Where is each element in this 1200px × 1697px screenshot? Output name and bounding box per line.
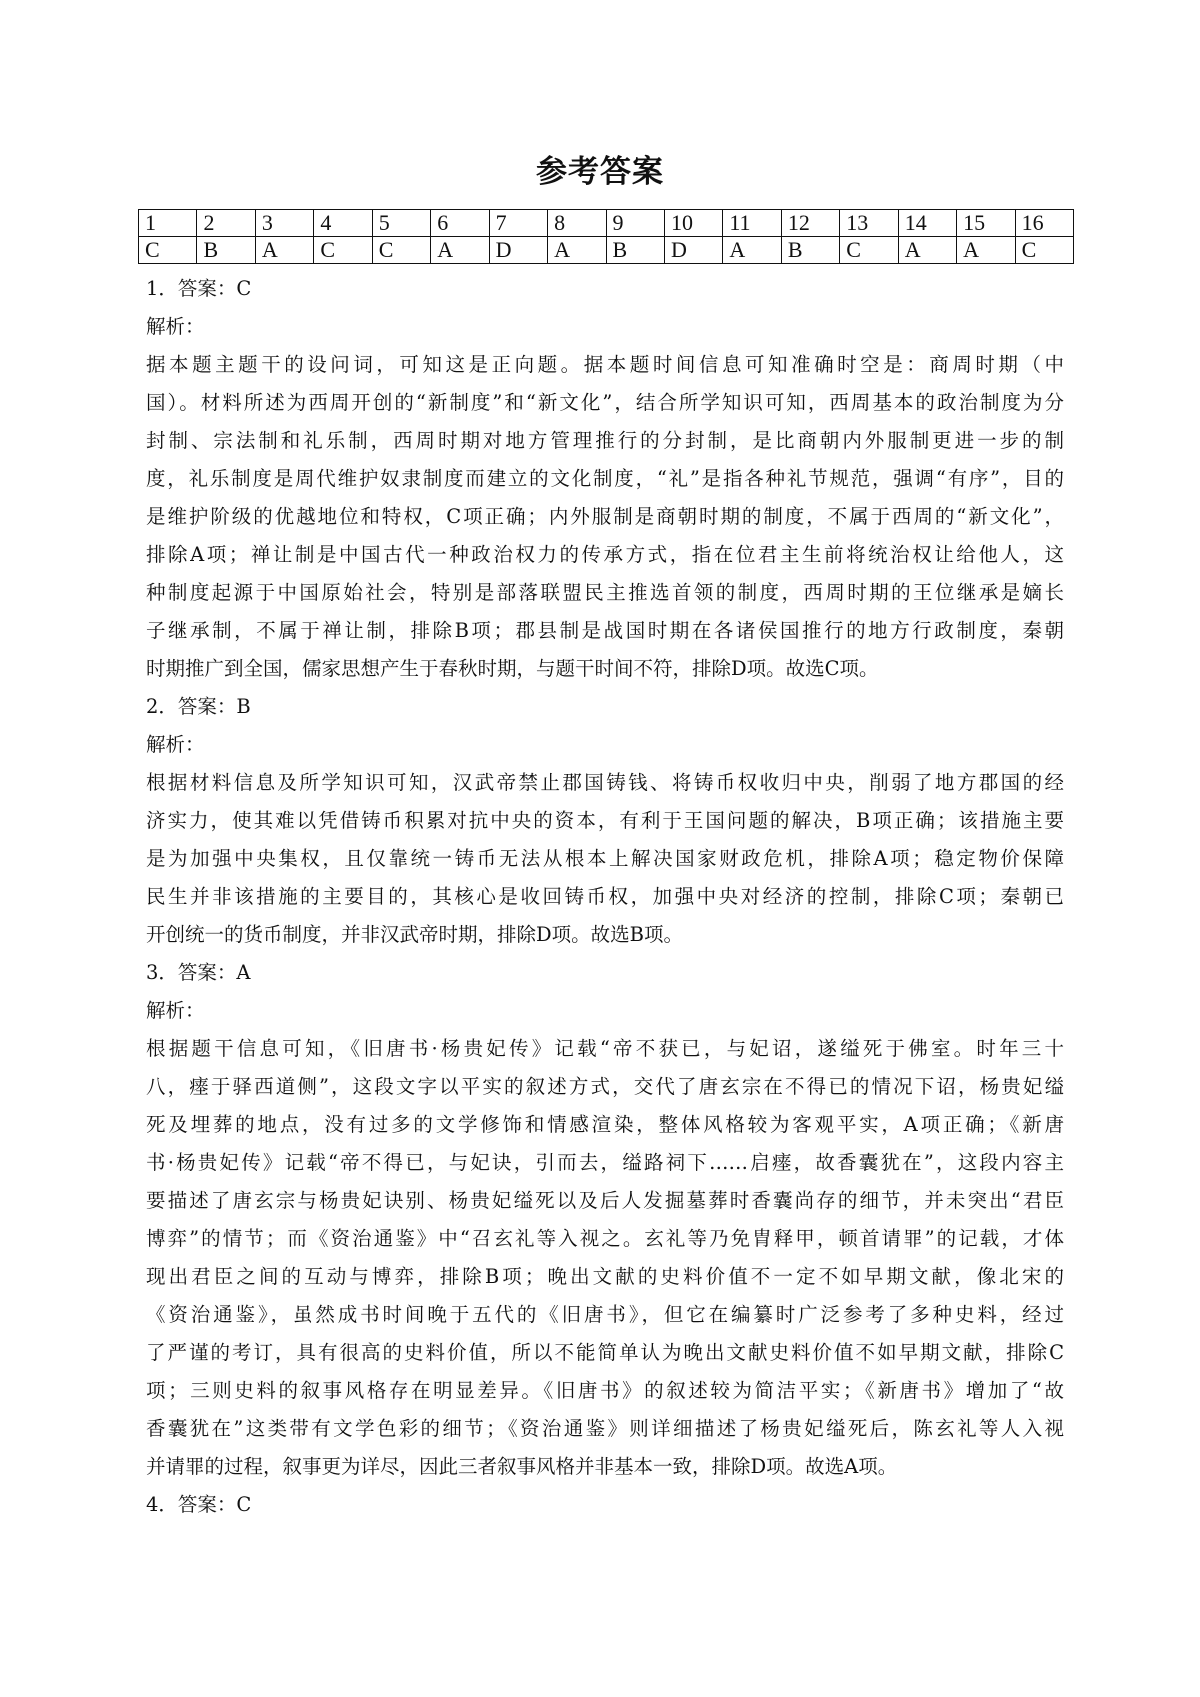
text-line: 国）。材料所述为西周开创的“新制度”和“新文化”，结合所学知识可知，西周基本的政治制度为分 bbox=[146, 391, 1064, 414]
question-number-cell: 13 bbox=[840, 210, 898, 237]
answer-letter-cell: B bbox=[606, 237, 664, 264]
text-line: 解析： bbox=[146, 999, 205, 1022]
text-line: 济实力，使其难以凭借铸币积累对抗中央的资本，有利于王国问题的解决，B项正确；该措施主要 bbox=[146, 809, 1064, 832]
text-line: 1．答案：C bbox=[146, 277, 252, 300]
text-line: 根据题干信息可知，《旧唐书·杨贵妃传》记载“帝不获已，与妃诏，遂缢死于佛室。时年三十 bbox=[146, 1037, 1064, 1060]
answer-letter-cell: A bbox=[723, 237, 781, 264]
answer-letter-cell: A bbox=[255, 237, 313, 264]
text-line: 是为加强中央集权，且仅靠统一铸币无法从根本上解决国家财政危机，排除A项；稳定物价保障 bbox=[146, 847, 1064, 870]
question-number-cell: 14 bbox=[898, 210, 956, 237]
question-number-cell: 15 bbox=[957, 210, 1015, 237]
answer-letter-cell: C bbox=[314, 237, 372, 264]
question-number-row bbox=[139, 210, 1074, 237]
text-line: 项；三则史料的叙事风格存在明显差异。《旧唐书》的叙述较为简洁平实；《新唐书》增加了“故 bbox=[146, 1379, 1064, 1402]
text-line: 香囊犹在”这类带有文学色彩的细节；《资治通鉴》则详细描述了杨贵妃缢死后，陈玄礼等人入视 bbox=[146, 1417, 1064, 1440]
text-line: 根据材料信息及所学知识可知，汉武帝禁止郡国铸钱、将铸币权收归中央，削弱了地方郡国的经 bbox=[146, 771, 1064, 794]
question-number-cell: 4 bbox=[314, 210, 372, 237]
text-line: 了严谨的考订，具有很高的史料价值，所以不能简单认为晚出文献史料价值不如早期文献，排除C bbox=[146, 1341, 1064, 1364]
text-line: 3．答案：A bbox=[146, 961, 251, 984]
question-number-cell: 11 bbox=[723, 210, 781, 237]
text-line: 度，礼乐制度是周代维护奴隶制度而建立的文化制度，“礼”是指各种礼节规范，强调“有序”，目的 bbox=[146, 467, 1064, 490]
answer-letter-cell: C bbox=[1015, 237, 1073, 264]
text-line: 要描述了唐玄宗与杨贵妃诀别、杨贵妃缢死以及后人发掘墓葬时香囊尚存的细节，并未突出“君臣 bbox=[146, 1189, 1064, 1212]
text-line: 博弈”的情节；而《资治通鉴》中“召玄礼等入视之。玄礼等乃免胄释甲，顿首请罪”的记载，才体 bbox=[146, 1227, 1064, 1250]
explanation-body bbox=[146, 270, 1064, 1524]
question-number-cell: 5 bbox=[372, 210, 430, 237]
answer-letter-row bbox=[139, 237, 1074, 264]
text-line: 死及埋葬的地点，没有过多的文学修饰和情感渲染，整体风格较为客观平实，A项正确；《新唐 bbox=[146, 1113, 1064, 1136]
text-line: 子继承制，不属于禅让制，排除B项；郡县制是战国时期在各诸侯国推行的地方行政制度，秦朝 bbox=[146, 619, 1064, 642]
answer-letter-cell: A bbox=[431, 237, 489, 264]
text-line: 开创统一的货币制度，并非汉武帝时期，排除D项。故选B项。 bbox=[146, 923, 683, 946]
answer-letter-cell: C bbox=[372, 237, 430, 264]
question-number-cell: 8 bbox=[548, 210, 606, 237]
answer-letter-cell: A bbox=[898, 237, 956, 264]
question-number-cell: 16 bbox=[1015, 210, 1073, 237]
page-title: 参考答案 bbox=[536, 154, 664, 190]
answer-letter-cell: A bbox=[957, 237, 1015, 264]
question-number-cell: 2 bbox=[197, 210, 255, 237]
text-line: 《资治通鉴》，虽然成书时间晚于五代的《旧唐书》，但它在编纂时广泛参考了多种史料，经过 bbox=[146, 1303, 1064, 1326]
question-number-cell: 6 bbox=[431, 210, 489, 237]
question-number-cell: 12 bbox=[781, 210, 839, 237]
question-number-cell: 1 bbox=[139, 210, 197, 237]
text-line: 现出君臣之间的互动与博弈，排除B项；晚出文献的史料价值不一定不如早期文献，像北宋的 bbox=[146, 1265, 1064, 1288]
question-number-cell: 7 bbox=[489, 210, 547, 237]
answer-letter-cell: C bbox=[840, 237, 898, 264]
question-number-cell: 10 bbox=[664, 210, 722, 237]
answer-letter-cell: A bbox=[548, 237, 606, 264]
text-line: 是维护阶级的优越地位和特权，C项正确；内外服制是商朝时期的制度，不属于西周的“新文化”， bbox=[146, 505, 1064, 528]
answer-letter-cell: B bbox=[197, 237, 255, 264]
text-line: 2．答案：B bbox=[146, 695, 251, 718]
text-line: 并请罪的过程，叙事更为详尽，因此三者叙事风格并非基本一致，排除D项。故选A项。 bbox=[146, 1455, 898, 1478]
question-number-cell: 9 bbox=[606, 210, 664, 237]
text-line: 书·杨贵妃传》记载“帝不得已，与妃诀，引而去，缢路祠下……启瘗，故香囊犹在”，这段内容主 bbox=[146, 1151, 1064, 1174]
text-line: 解析： bbox=[146, 315, 205, 338]
text-line: 4．答案：C bbox=[146, 1493, 252, 1516]
answer-letter-cell: C bbox=[139, 237, 197, 264]
text-line: 排除A项；禅让制是中国古代一种政治权力的传承方式，指在位君主生前将统治权让给他人，这 bbox=[146, 543, 1064, 566]
text-line: 种制度起源于中国原始社会，特别是部落联盟民主推选首领的制度，西周时期的王位继承是嫡长 bbox=[146, 581, 1064, 604]
text-line: 解析： bbox=[146, 733, 205, 756]
question-number-cell: 3 bbox=[255, 210, 313, 237]
answer-table bbox=[138, 209, 1074, 264]
answer-letter-cell: D bbox=[489, 237, 547, 264]
text-line: 据本题主题干的设问词，可知这是正向题。据本题时间信息可知准确时空是：商周时期（中 bbox=[146, 353, 1064, 376]
text-line: 民生并非该措施的主要目的，其核心是收回铸币权，加强中央对经济的控制，排除C项；秦朝已 bbox=[146, 885, 1064, 908]
answer-letter-cell: B bbox=[781, 237, 839, 264]
text-line: 八，瘗于驿西道侧”，这段文字以平实的叙述方式，交代了唐玄宗在不得已的情况下诏，杨贵妃缢 bbox=[146, 1075, 1064, 1098]
answer-letter-cell: D bbox=[664, 237, 722, 264]
text-line: 封制、宗法制和礼乐制，西周时期对地方管理推行的分封制，是比商朝内外服制更进一步的制 bbox=[146, 429, 1064, 452]
text-line: 时期推广到全国，儒家思想产生于春秋时期，与题干时间不符，排除D项。故选C项。 bbox=[146, 657, 879, 680]
